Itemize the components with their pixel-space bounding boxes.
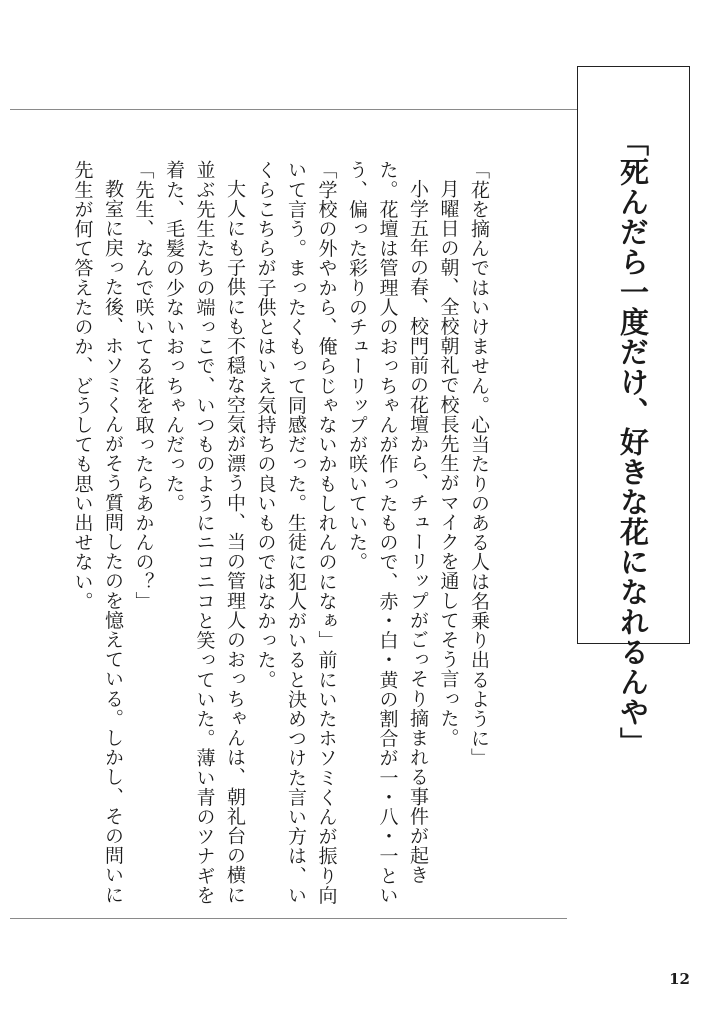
page-number: 12	[669, 970, 690, 988]
top-rule	[10, 109, 577, 110]
paragraph: 小学五年の春、校門前の花壇から、チューリップがごっそり摘まれる事件が起きた。花壇は管理人のおっちゃんが作ったもので、赤・白・黄の割合が一・八・一という、偏った彩りのチューリップが咲いていた。	[346, 160, 429, 905]
paragraph: 「花を摘んではいけません。心当たりのある人は名乗り出るように」	[468, 160, 490, 768]
bottom-rule	[10, 918, 567, 919]
paragraph: 「先生、なんで咲いてる花を取ったらあかんの？」	[132, 160, 155, 611]
paragraph: 大人にも子供にも不穏な空気が漂う中、当の管理人のおっちゃんは、朝礼台の横に並ぶ先生たちの端っこで、いつものようにニコニコと笑っていた。薄い青のツナギを着た、毛髪の少ないおっちゃんだった。	[163, 160, 246, 905]
paragraph: 「学校の外やから、俺らじゃないかもしれんのになぁ」前にいたホソミくんが振り向いて言う。まったくもって同感だった。生徒に犯人がいると決めつけた言い方は、いくらこちらが子供とはいえ気持ちの良いものではなかった。	[254, 160, 338, 905]
chapter-title: 「死んだら一度だけ、好きな花になれるんや」	[616, 127, 650, 757]
paragraph: 教室に戻った後、ホソミくんがそう質問したのを憶えている。しかし、その問いに先生が何て答えたのか、どうしても思い出せない。	[71, 160, 124, 905]
body-text	[67, 160, 494, 920]
chapter-title-box	[577, 66, 690, 757]
paragraph: 月曜日の朝、全校朝礼で校長先生がマイクを通してそう言った。	[437, 179, 460, 748]
